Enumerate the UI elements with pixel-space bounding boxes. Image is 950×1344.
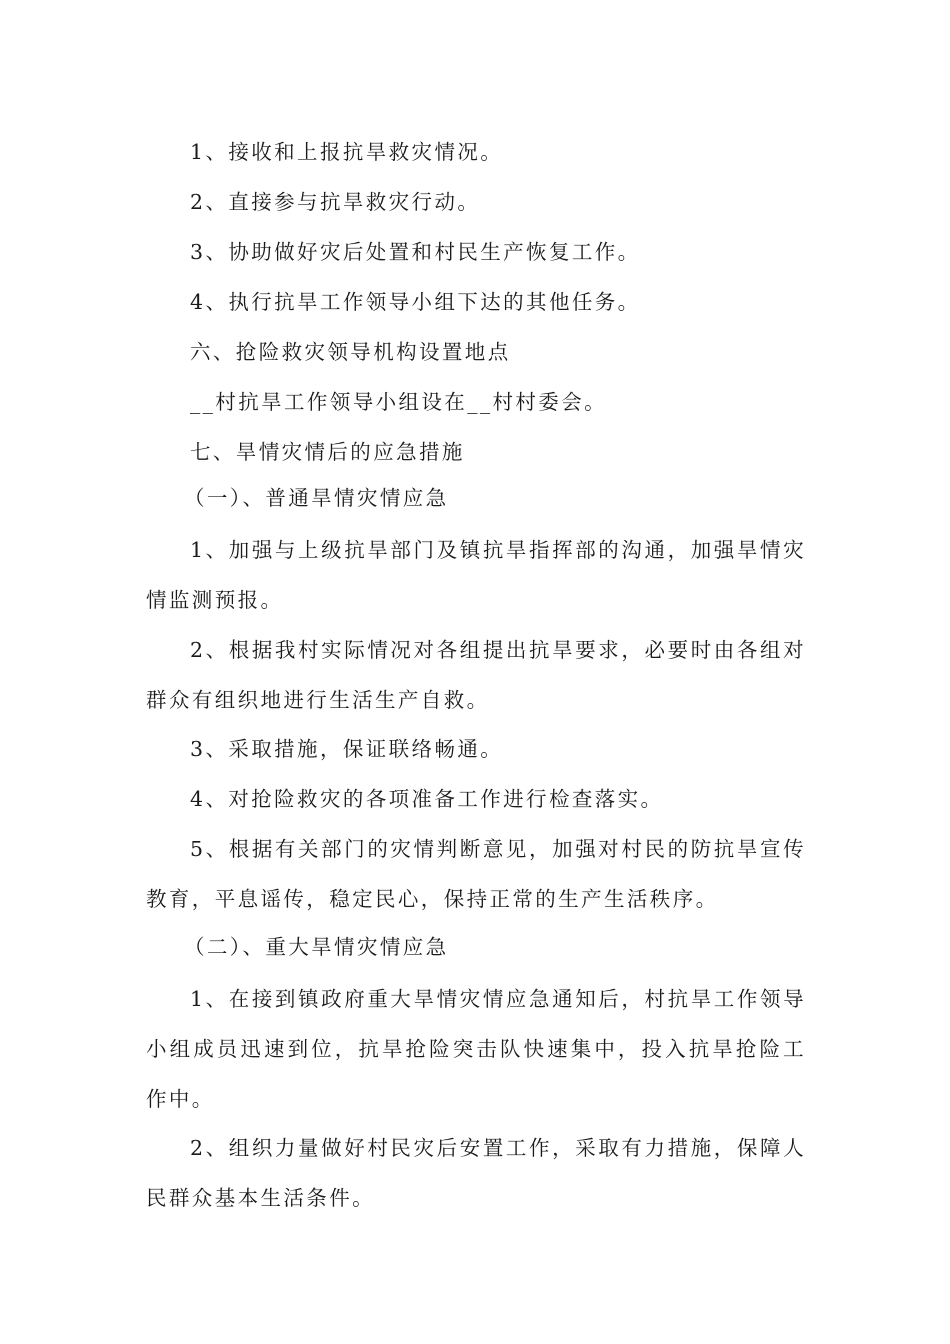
- paragraph-item-3: 3、协助做好灾后处置和村民生产恢复工作。: [190, 240, 641, 264]
- paragraph-item-4: 4、执行抗旱工作领导小组下达的其他任务。: [190, 290, 641, 314]
- paragraph-item-1: 1、接收和上报抗旱救灾情况。: [190, 140, 504, 164]
- paragraph-major-1: 1、在接到镇政府重大旱情灾情应急通知后，村抗旱工作领导小组成员迅速到位，抗旱抢险突击队快速集中，投入抗旱抢险工作中。: [146, 987, 806, 1111]
- subheading-major-emergency: （二）、重大旱情灾情应急: [184, 935, 449, 959]
- subheading-normal-emergency: （一）、普通旱情灾情应急: [184, 486, 449, 510]
- paragraph-location: __村抗旱工作领导小组设在__村村委会。: [190, 390, 607, 414]
- section-heading-seven: 七、旱情灾情后的应急措施: [190, 440, 465, 464]
- paragraph-measure-2: 2、根据我村实际情况对各组提出抗旱要求，必要时由各组对群众有组织地进行生活生产自救。: [146, 638, 806, 712]
- paragraph-measure-3: 3、采取措施，保证联络畅通。: [190, 737, 504, 761]
- section-heading-six: 六、抢险救灾领导机构设置地点: [190, 340, 511, 364]
- paragraph-measure-4: 4、对抢险救灾的各项准备工作进行检查落实。: [190, 787, 664, 811]
- paragraph-measure-5: 5、根据有关部门的灾情判断意见，加强对村民的防抗旱宣传教育，平息谣传，稳定民心，保持正常的生产生活秩序。: [146, 837, 806, 911]
- paragraph-major-2: 2、组织力量做好村民灾后安置工作，采取有力措施，保障人民群众基本生活条件。: [146, 1136, 806, 1210]
- paragraph-measure-1: 1、加强与上级抗旱部门及镇抗旱指挥部的沟通，加强旱情灾情监测预报。: [146, 538, 806, 612]
- paragraph-item-2: 2、直接参与抗旱救灾行动。: [190, 190, 481, 214]
